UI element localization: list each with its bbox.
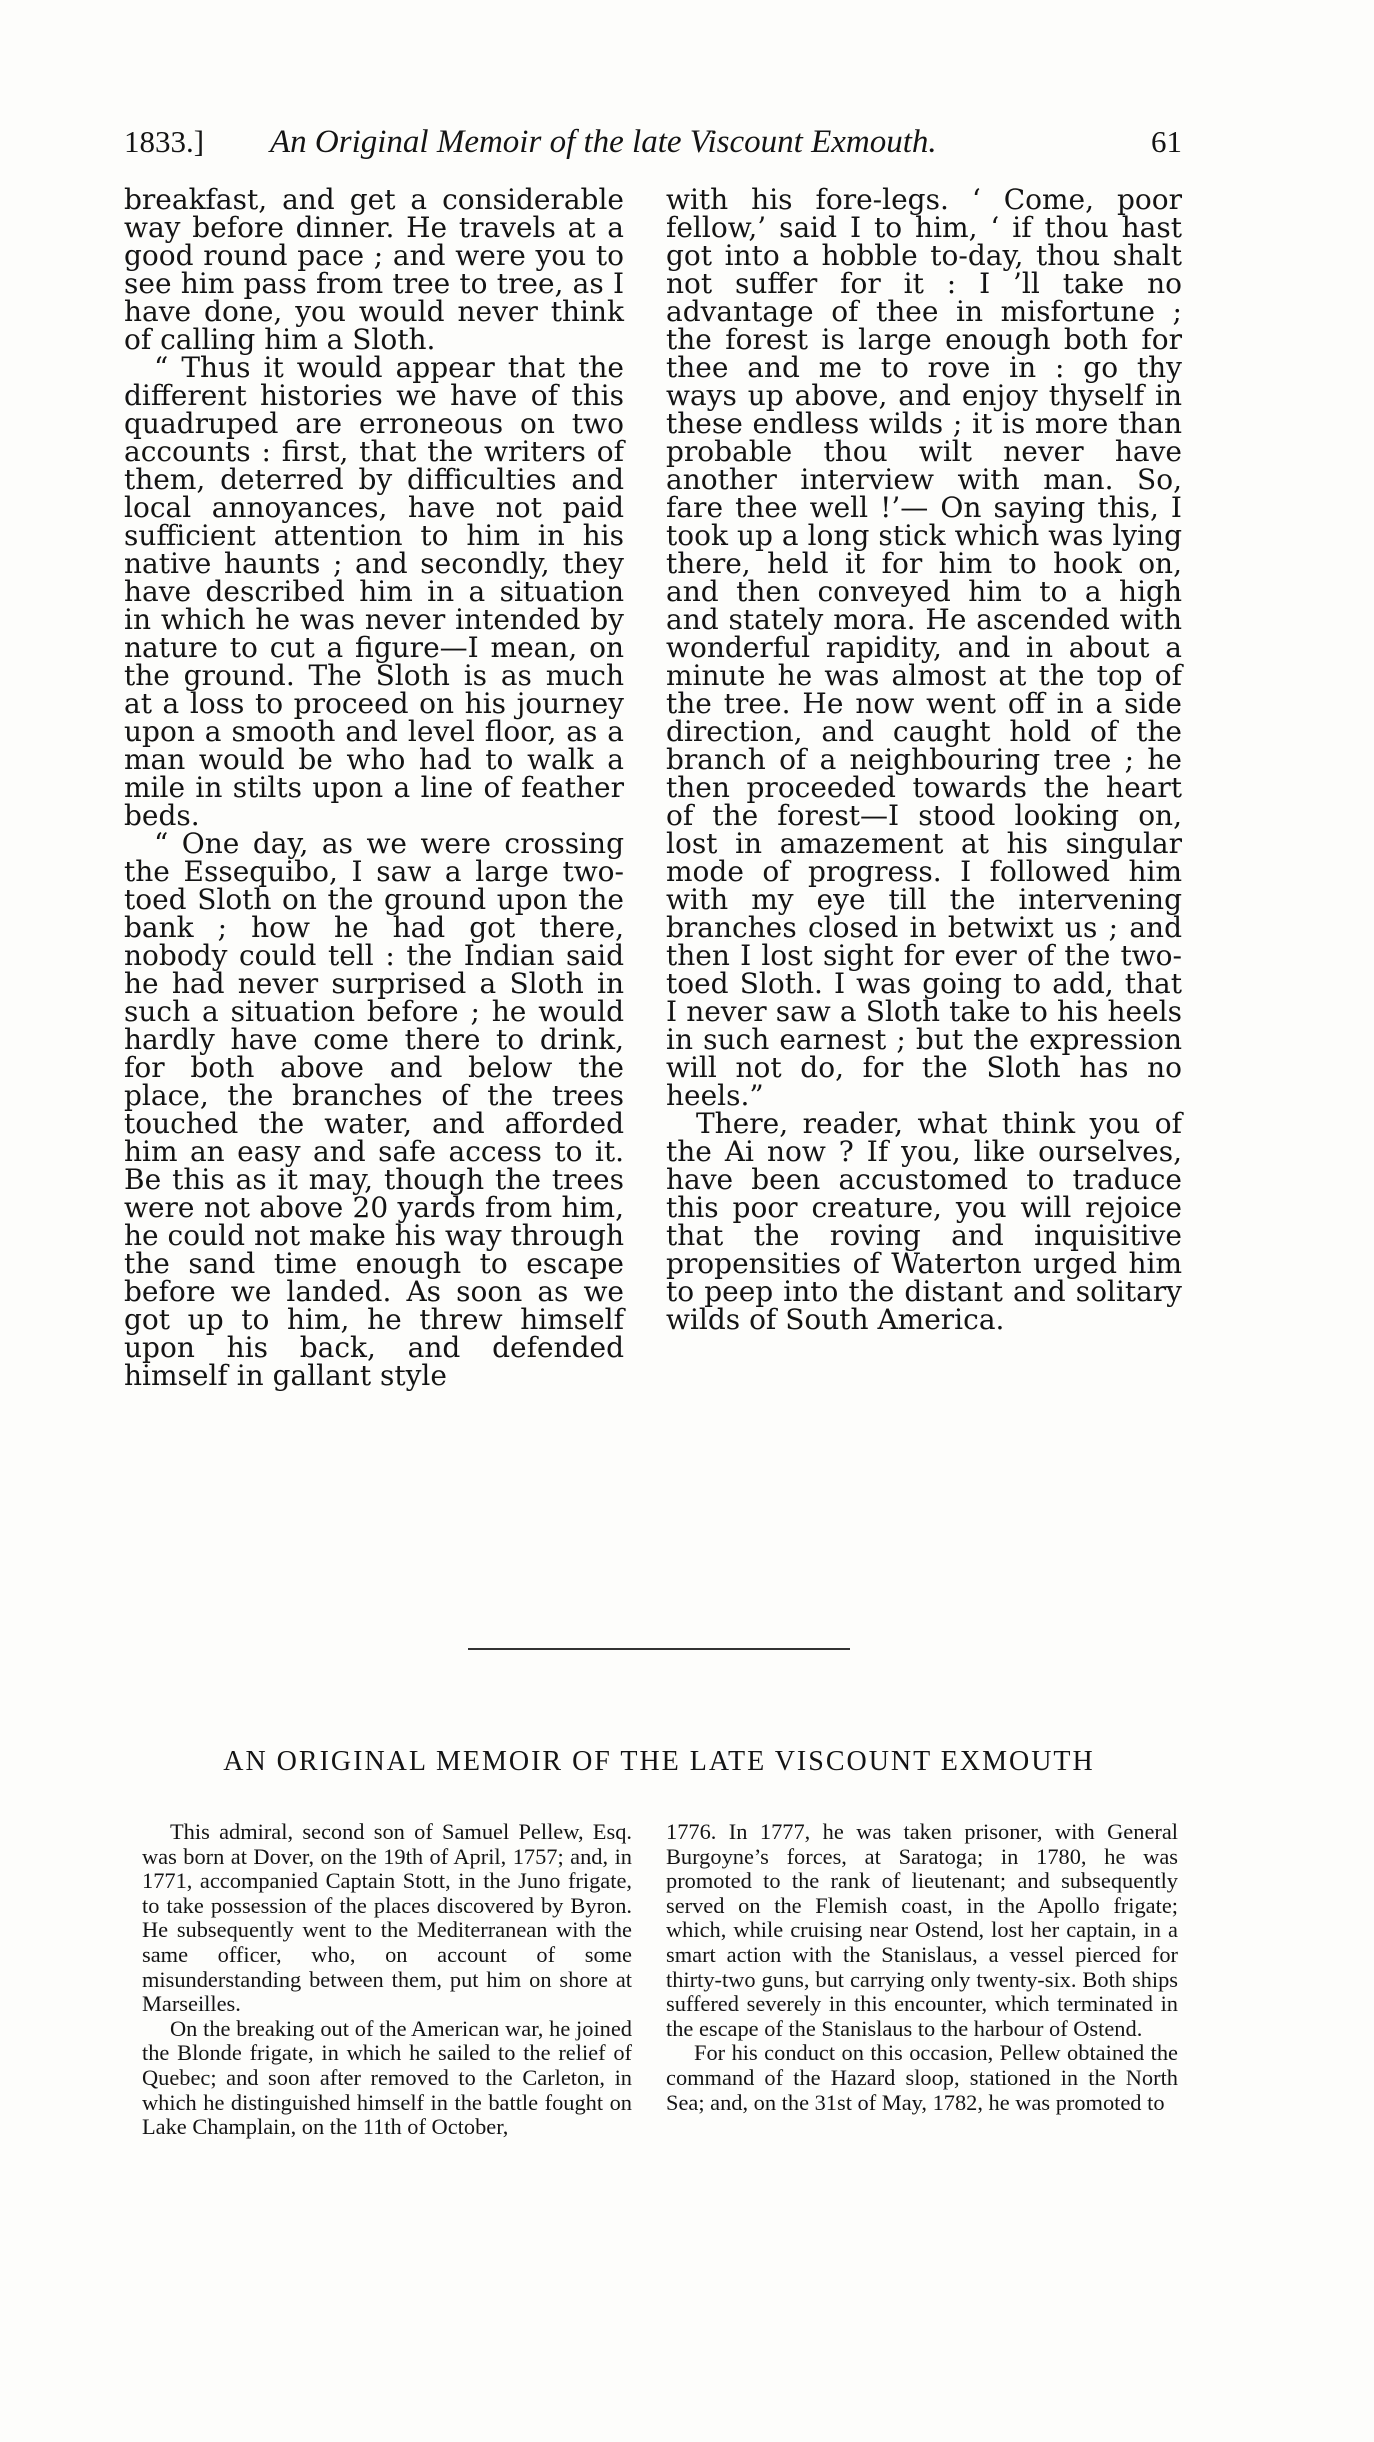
paragraph: On the breaking out of the American war, he joined the Blonde frigate, in which he sailed to the relief of Quebec; and soon after removed to the Carleton, in which he distinguished himself in the battle fought on Lake Champlain, on the 11th of October, xyxy=(142,2015,632,2140)
running-head-title: An Original Memoir of the late Viscount Exmouth. xyxy=(270,124,937,160)
section-title: AN ORIGINAL MEMOIR OF THE LATE VISCOUNT EXMOUTH xyxy=(223,1746,1095,1777)
paragraph: 1776. In 1777, he was taken prisoner, with General Burgoyne’s forces, at Saratoga; in 1780, he was promoted to the rank of lieutenant; and subsequently served on the Flemish coast, in the Apollo frigate; which, while cruising near Ostend, lost her captain, in a smart action with the Stanislaus, a vessel pierced for thirty-two guns, but carrying only twenty-six. Both ships suffered severely in this encounter, which terminated in the escape of the Stanislaus to the harbour of Ostend. xyxy=(666,1819,1178,2041)
paragraph: For his conduct on this occasion, Pellew obtained the command of the Hazard sloop, stationed in the North Sea; and, on the 31st of May, 1782, he was promoted to xyxy=(666,2040,1178,2115)
page-number: 61 xyxy=(1151,124,1182,159)
running-head xyxy=(124,118,1182,166)
section-divider-rule xyxy=(468,1648,850,1650)
upper-left-column xyxy=(124,183,624,1392)
running-head-year: 1833.] xyxy=(124,124,205,159)
paragraph: breakfast, and get a considerable way before dinner. He travels at a good round pace ; and were you to see him pass from tree to tree, as I have done, you would never think of calling him a Sloth. xyxy=(124,183,624,356)
lower-left-column xyxy=(142,1820,632,2140)
paragraph: with his fore-legs. ‘ Come, poor fellow,’ said I to him, ‘ if thou hast got into a hobble to-day, thou shalt not suffer for it : I ’ll take no advantage of thee in misfortune ; the forest is large enough both for thee and me to rove in : go thy ways up above, and enjoy thyself in these endless wilds ; it is more than probable thou wilt never have another interview with man. So, fare thee well !’— On saying this, I took up a long stick which was lying there, held it for him to hook on, and then conveyed him to a high and stately mora. He ascended with wonderful rapidity, and in about a minute he was almost at the top of the tree. He now went off in a side direction, and caught hold of the branch of a neighbouring tree ; he then proceeded towards the heart of the forest—I stood looking on, lost in amazement at his singular mode of progress. I followed him with my eye till the intervening branches closed in betwixt us ; and then I lost sight for ever of the two-toed Sloth. I was going to add, that I never saw a Sloth take to his heels in such earnest ; but the expression will not do, for the Sloth has no heels.” xyxy=(666,183,1182,1112)
paragraph: “ Thus it would appear that the different histories we have of this quadruped are erroneous on two accounts : first, that the writers of them, deterred by difficulties and local annoyances, have not paid sufficient attention to him in his native haunts ; and secondly, they have described him in a situation in which he was never intended by nature to cut a figure—I mean, on the ground. The Sloth is as much at a loss to proceed on his journey upon a smooth and level floor, as a man would be who had to walk a mile in stilts upon a line of feather beds. xyxy=(124,351,624,832)
paragraph: “ One day, as we were crossing the Essequibo, I saw a large two-toed Sloth on the ground upon the bank ; how he had got there, nobody could tell : the Indian said he had never surprised a Sloth in such a situation before ; he would hardly have come there to drink, for both above and below the place, the branches of the trees touched the water, and afforded him an easy and safe access to it. Be this as it may, though the trees were not above 20 yards from him, he could not make his way through the sand time enough to escape before we landed. As soon as we got up to him, he threw himself upon his back, and defended himself in gallant style xyxy=(124,827,624,1392)
paragraph: There, reader, what think you of the Ai now ? If you, like ourselves, have been accustomed to traduce this poor creature, you will rejoice that the roving and inquisitive propensities of Waterton urged him to peep into the distant and solitary wilds of South America. xyxy=(666,1107,1182,1336)
paragraph: This admiral, second son of Samuel Pellew, Esq. was born at Dover, on the 19th of April, 1757; and, in 1771, accompanied Captain Stott, in the Juno frigate, to take possession of the places discovered by Byron. He subsequently went to the Mediterranean with the same officer, who, on account of some misunderstanding between them, put him on shore at Marseilles. xyxy=(142,1819,632,2017)
upper-right-column xyxy=(666,183,1182,1336)
lower-right-column xyxy=(666,1820,1178,2115)
